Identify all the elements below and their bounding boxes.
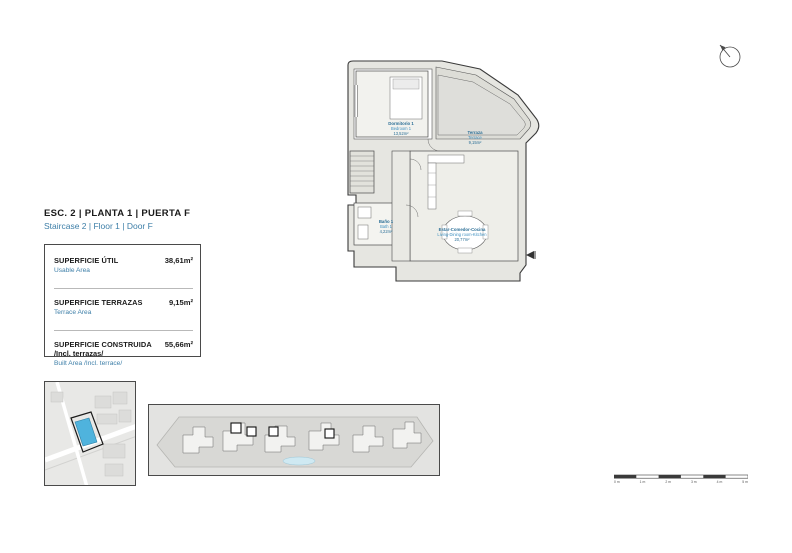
divider xyxy=(54,330,193,331)
floor-plan-drawing xyxy=(330,55,560,330)
room-name-en: Living-Dining room-Kitchen xyxy=(437,232,487,238)
area-label-en: Usable Area xyxy=(54,266,90,274)
room-area: 13,52m² xyxy=(393,131,409,137)
staircase xyxy=(350,151,374,193)
area-row-terrace xyxy=(45,298,202,316)
area-label-es: SUPERFICIE CONSTRUIDA xyxy=(54,340,152,349)
room-name-en: Bedroom 1 xyxy=(390,126,412,132)
room-name-es: Baño 1 xyxy=(378,219,394,224)
room-label-bedroom-1 xyxy=(372,121,430,137)
hallway xyxy=(392,151,410,261)
room-name-en: Bath 1 xyxy=(380,224,392,230)
room-label-living-dining-kitchen xyxy=(416,227,508,243)
scale-tick: 2 m xyxy=(665,480,671,484)
title-spanish: ESC. 2 | PLANTA 1 | PUERTA F xyxy=(44,208,191,219)
areas-table xyxy=(44,244,201,367)
room-name-es: Estar-Comedor-Cocina xyxy=(438,227,486,232)
area-value: 9,15m² xyxy=(168,298,193,307)
divider xyxy=(54,288,193,289)
area-label-es: SUPERFICIE TERRAZAS xyxy=(54,298,143,307)
scale-tick-labels xyxy=(614,480,748,484)
scale-tick: 4 m xyxy=(716,480,723,484)
room-area: 20,77m² xyxy=(454,237,470,243)
room-area: 9,15m² xyxy=(468,140,482,146)
room-living-dining-kitchen xyxy=(410,151,518,261)
north-arrow-icon xyxy=(714,40,744,70)
location-map xyxy=(44,381,136,486)
room-name-es: Dormitorio 1 xyxy=(388,121,414,126)
area-label-en: Terrace Area xyxy=(54,308,92,316)
room-label-terrace xyxy=(452,130,498,146)
scale-tick: 0 m xyxy=(614,480,620,484)
room-name-es: Terraza xyxy=(467,130,483,135)
area-label-en: Built Area /Incl. terrace/ xyxy=(54,359,123,367)
page-title xyxy=(44,208,214,231)
area-value: 55,66m² xyxy=(164,340,193,349)
area-label-es-sub: /Incl. terrazas/ xyxy=(54,349,104,358)
site-plan xyxy=(148,404,440,476)
entry-arrow-icon xyxy=(526,251,535,259)
area-row-built xyxy=(45,340,202,367)
scale-tick: 5 m xyxy=(742,480,748,484)
room-name-en: Terrace xyxy=(468,135,482,141)
area-value: 38,61m² xyxy=(164,256,193,265)
scale-tick: 1 m xyxy=(639,480,646,484)
room-label-bathroom-1 xyxy=(366,219,406,235)
scale-bar xyxy=(614,470,748,488)
area-row-usable xyxy=(45,256,202,274)
room-area: 4,22m² xyxy=(379,229,393,235)
title-english: Staircase 2 | Floor 1 | Door F xyxy=(44,221,153,231)
area-label-es: SUPERFICIE ÚTIL xyxy=(54,256,119,265)
scale-tick: 3 m xyxy=(690,480,697,484)
